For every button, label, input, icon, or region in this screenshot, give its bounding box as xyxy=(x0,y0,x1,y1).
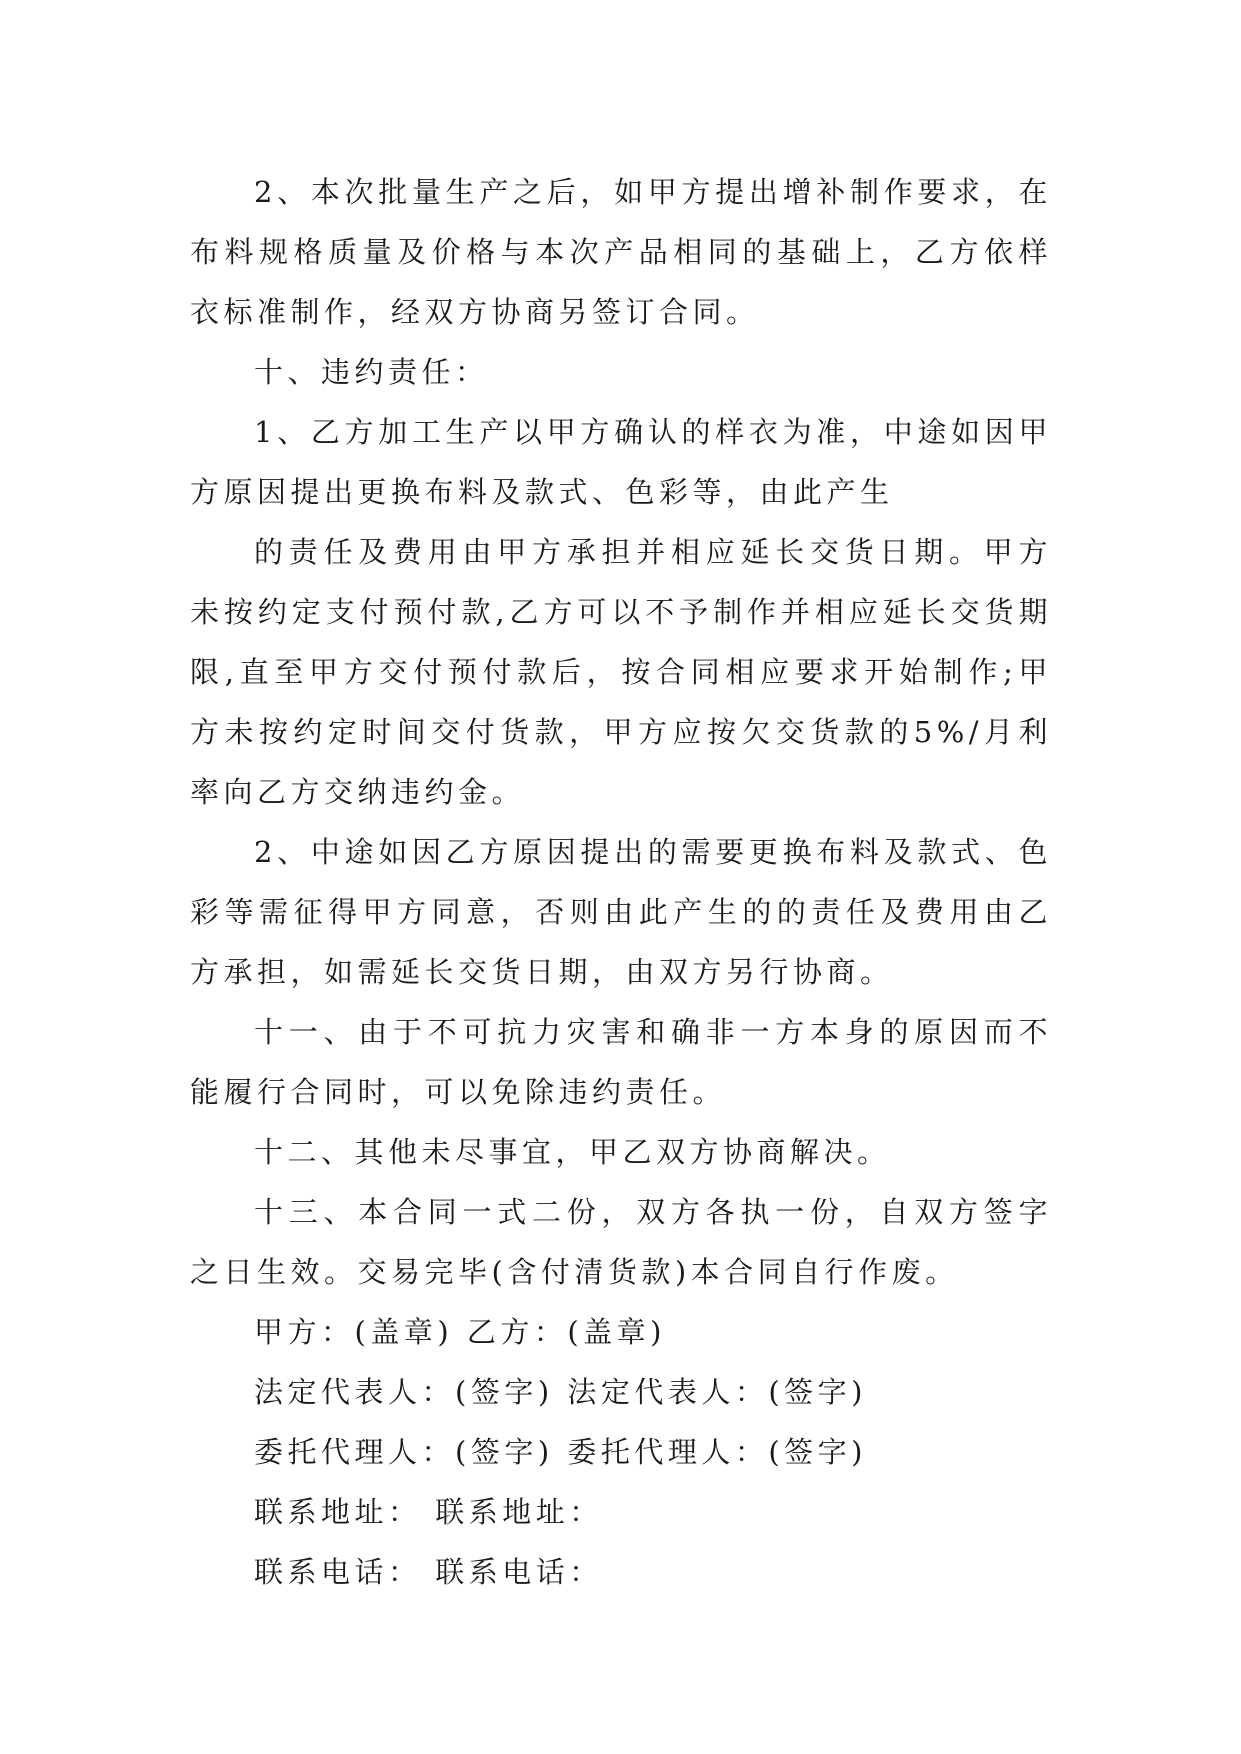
section-heading-breach-liability: 十、违约责任： xyxy=(254,355,489,389)
signature-line-legal-representative: 法定代表人：(签字) 法定代表人：(签字) xyxy=(254,1375,867,1409)
signature-line-parties: 甲方：(盖章) 乙方：(盖章) xyxy=(254,1315,666,1349)
paragraph-force-majeure: 十一、由于不可抗力灾害和确非一方本身的原因而不能履行合同时，可以免除违约责任。 xyxy=(190,1015,1052,1109)
signature-line-authorized-agent: 委托代理人：(签字) 委托代理人：(签字) xyxy=(254,1435,867,1469)
document-page xyxy=(190,162,1052,1602)
paragraph-other-matters: 十二、其他未尽事宜，甲乙双方协商解决。 xyxy=(254,1135,891,1169)
paragraph-breach-clause-2: 2、中途如因乙方原因提出的需要更换布料及款式、色彩等需征得甲方同意，否则由此产生的的责任及费用由乙方承担，如需延长交货日期，由双方另行协商。 xyxy=(190,835,1052,989)
signature-line-contact-phone: 联系电话： 联系电话： xyxy=(254,1555,603,1589)
paragraph-breach-clause-1: 1、乙方加工生产以甲方确认的样衣为准，中途如因甲方原因提出更换布料及款式、色彩等，由此产生 xyxy=(190,415,1052,509)
signature-line-contact-address: 联系地址： 联系地址： xyxy=(254,1495,603,1529)
paragraph-supplementary-production: 2、本次批量生产之后，如甲方提出增补制作要求，在布料规格质量及价格与本次产品相同的基础上，乙方依样衣标准制作，经双方协商另签订合同。 xyxy=(190,175,1052,329)
paragraph-breach-clause-1-continued: 的责任及费用由甲方承担并相应延长交货日期。甲方未按约定支付预付款,乙方可以不予制作并相应延长交货期限,直至甲方交付预付款后，按合同相应要求开始制作;甲方未按约定时间交付货款，甲方应按欠交货款的5%/月利率向乙方交纳违约金。 xyxy=(190,535,1052,809)
paragraph-contract-copies: 十三、本合同一式二份，双方各执一份，自双方签字之日生效。交易完毕(含付清货款)本合同自行作废。 xyxy=(190,1195,1052,1289)
